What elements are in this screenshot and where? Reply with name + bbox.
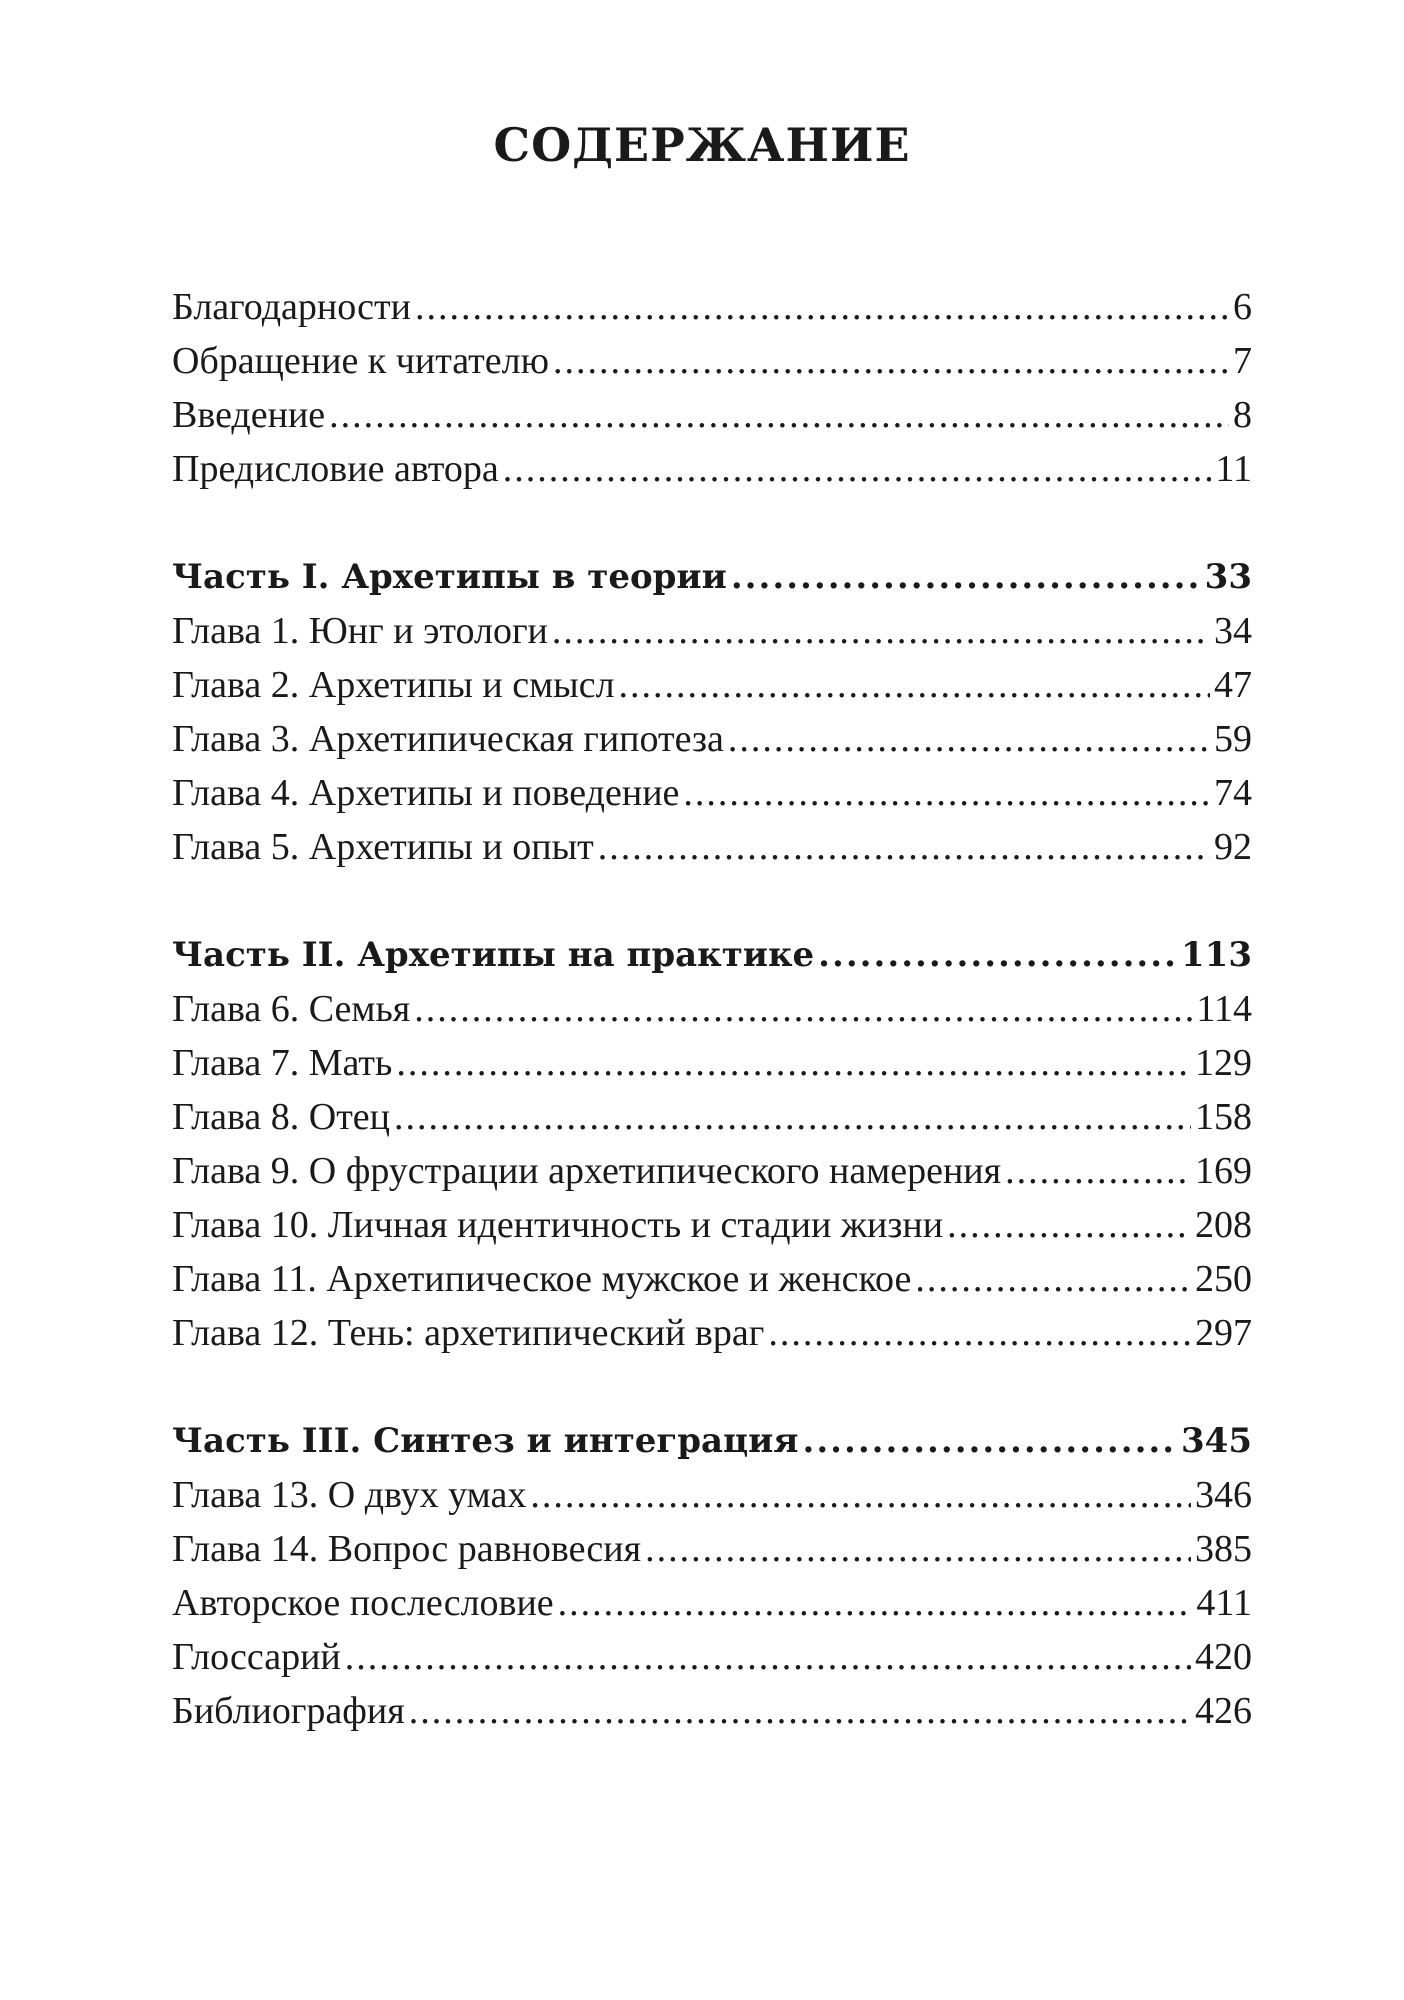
toc-entry-label: Библиография (172, 1690, 405, 1732)
toc-entry[interactable] (172, 1630, 1252, 1684)
dot-leader (768, 1306, 1191, 1360)
toc-entry-page: 7 (1233, 340, 1252, 382)
dot-leader (414, 982, 1192, 1036)
toc-entry[interactable] (172, 1684, 1252, 1738)
toc-entry-page: 129 (1195, 1042, 1252, 1084)
toc-entry-label: Глава 4. Архетипы и поведение (172, 772, 680, 814)
dot-leader (394, 1090, 1191, 1144)
toc-entry-label: Глава 10. Личная идентичность и стадии жизни (172, 1204, 944, 1246)
toc-entry[interactable] (172, 820, 1252, 874)
toc-entry[interactable] (172, 1036, 1252, 1090)
dot-leader (598, 820, 1210, 874)
toc-entry[interactable] (172, 1252, 1252, 1306)
toc-entry-page: 169 (1195, 1150, 1252, 1192)
toc-entry[interactable] (172, 982, 1252, 1036)
part-heading-page: 33 (1204, 557, 1252, 597)
toc-entry[interactable] (172, 1090, 1252, 1144)
toc-entry[interactable] (172, 334, 1252, 388)
dot-leader (553, 334, 1229, 388)
part-heading-label: Часть III. Синтез и интеграция (172, 1421, 799, 1461)
dot-leader (731, 550, 1201, 604)
toc-entry-label: Глава 2. Архетипы и смысл (172, 664, 615, 706)
dot-leader (396, 1036, 1191, 1090)
toc-entry-page: 92 (1214, 826, 1252, 868)
toc-entry-label: Глава 11. Архетипическое мужское и женское (172, 1258, 912, 1300)
toc-entry[interactable] (172, 442, 1252, 496)
toc-entry-label: Предисловие автора (172, 448, 499, 490)
toc-entry-page: 346 (1195, 1474, 1252, 1516)
part-heading-page: 113 (1181, 935, 1252, 975)
toc-entry-page: 114 (1196, 988, 1252, 1030)
dot-leader (818, 928, 1177, 982)
toc-entry-label: Авторское послесловие (172, 1582, 554, 1624)
toc-entry[interactable] (172, 1306, 1252, 1360)
part-heading-label: Часть I. Архетипы в теории (172, 557, 727, 597)
toc-entry-label: Глава 12. Тень: архетипический враг (172, 1312, 765, 1354)
part-heading-label: Часть II. Архетипы на практике (172, 935, 815, 975)
toc-entry-page: 47 (1214, 664, 1252, 706)
toc-entry[interactable] (172, 388, 1252, 442)
toc-entry[interactable] (172, 658, 1252, 712)
toc-entry-page: 411 (1196, 1582, 1252, 1624)
toc-entry[interactable] (172, 1522, 1252, 1576)
toc-entry-label: Глава 6. Семья (172, 988, 411, 1030)
dot-leader (915, 1252, 1191, 1306)
part-1-group (172, 550, 1252, 874)
toc-entry-page: 250 (1195, 1258, 1252, 1300)
toc-entry-page: 158 (1195, 1096, 1252, 1138)
dot-leader (1005, 1144, 1191, 1198)
toc-entry-page: 11 (1215, 448, 1252, 490)
toc-entry-page: 74 (1214, 772, 1252, 814)
dot-leader (728, 712, 1210, 766)
part-heading-page: 345 (1181, 1421, 1252, 1461)
dot-leader (645, 1522, 1191, 1576)
toc-entry[interactable] (172, 1144, 1252, 1198)
dot-leader (558, 1576, 1193, 1630)
part-heading[interactable] (172, 928, 1252, 982)
dot-leader (409, 1684, 1191, 1738)
part-2-group (172, 928, 1252, 1360)
toc-entry-label: Глава 13. О двух умах (172, 1474, 527, 1516)
toc-entry-page: 385 (1195, 1528, 1252, 1570)
toc-entry-page: 59 (1214, 718, 1252, 760)
dot-leader (947, 1198, 1191, 1252)
dot-leader (619, 658, 1210, 712)
toc-entry[interactable] (172, 1468, 1252, 1522)
table-of-contents (172, 280, 1252, 1792)
front-matter-group (172, 280, 1252, 496)
toc-entry[interactable] (172, 1576, 1252, 1630)
toc-entry-label: Глава 14. Вопрос равновесия (172, 1528, 642, 1570)
dot-leader (803, 1414, 1178, 1468)
part-3-group (172, 1414, 1252, 1738)
part-heading[interactable] (172, 1414, 1252, 1468)
toc-entry-page: 208 (1195, 1204, 1252, 1246)
dot-leader (329, 388, 1229, 442)
toc-entry-label: Глава 1. Юнг и этологи (172, 610, 548, 652)
part-heading[interactable] (172, 550, 1252, 604)
dot-leader (415, 280, 1229, 334)
toc-entry-label: Благодарности (172, 286, 411, 328)
toc-entry[interactable] (172, 1198, 1252, 1252)
dot-leader (530, 1468, 1191, 1522)
toc-entry-label: Глава 9. О фрустрации архетипического намерения (172, 1150, 1002, 1192)
toc-entry-label: Глоссарий (172, 1636, 341, 1678)
page-title: СОДЕРЖАНИЕ (493, 118, 911, 172)
dot-leader (552, 604, 1210, 658)
toc-entry-page: 420 (1195, 1636, 1252, 1678)
toc-entry-label: Введение (172, 394, 326, 436)
toc-entry-page: 8 (1233, 394, 1252, 436)
toc-entry-page: 297 (1195, 1312, 1252, 1354)
dot-leader (345, 1630, 1191, 1684)
toc-entry-label: Глава 7. Мать (172, 1042, 393, 1084)
toc-entry-page: 426 (1195, 1690, 1252, 1732)
toc-entry-page: 6 (1233, 286, 1252, 328)
toc-entry[interactable] (172, 280, 1252, 334)
toc-entry-label: Глава 5. Архетипы и опыт (172, 826, 594, 868)
toc-entry[interactable] (172, 766, 1252, 820)
toc-entry-label: Глава 8. Отец (172, 1096, 390, 1138)
toc-entry-page: 34 (1214, 610, 1252, 652)
toc-entry[interactable] (172, 712, 1252, 766)
toc-entry[interactable] (172, 604, 1252, 658)
dot-leader (503, 442, 1212, 496)
toc-entry-label: Обращение к читателю (172, 340, 549, 382)
toc-entry-label: Глава 3. Архетипическая гипотеза (172, 718, 724, 760)
dot-leader (683, 766, 1210, 820)
